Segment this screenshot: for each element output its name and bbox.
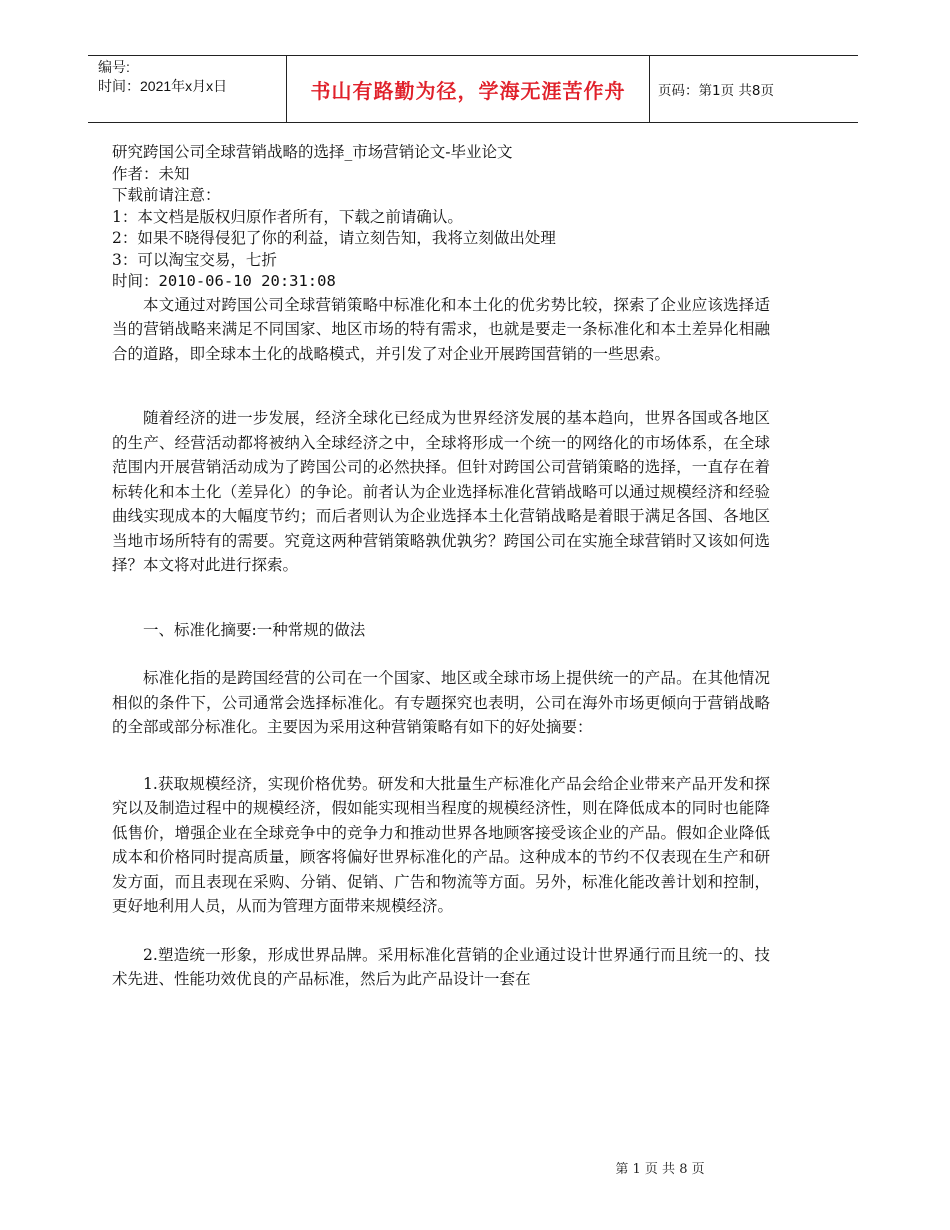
document-author: 作者：未知 (112, 164, 190, 183)
header-page-info-cell (658, 56, 774, 122)
document-time: 时间：2010-06-10 20:31:08 (112, 272, 336, 290)
abstract-paragraph: 本文通过对跨国公司全球营销策略中标准化和本土化的优劣势比较，探索了企业应该选择适当的营销战略来满足不同国家、地区市场的特有需求，也就是要走一条标准化和本土差异化相融合的道路，即全球本土化的战略模式，并引发了对企业开展跨国营销的一些思索。 (112, 295, 770, 363)
header-page-info: 页码：第1页 共8页 (658, 83, 774, 99)
section1-paragraph: 标准化指的是跨国经营的公司在一个国家、地区或全球市场上提供统一的产品。在其他情况相似的条件下，公司通常会选择标准化。有专题探究也表明，公司在海外市场更倾向于营销战略的全部或部分标准化。主要因为采用这种营销策略有如下的好处摘要： (112, 669, 770, 736)
header-meta (98, 58, 278, 96)
header-motto: 书山有路勤为径，学海无涯苦作舟 (310, 78, 626, 103)
intro-paragraph: 随着经济的进一步发展，经济全球化已经成为世界经济发展的基本趋向，世界各国或各地区的生产、经营活动都将被纳入全球经济之中，全球将形成一个统一的网络化的市场体系，在全球范围内开展营销活动成为了跨国公司的必然抉择。但针对跨国公司营销策略的选择，一直存在着标转化和本土化（差异化）的争论。前者认为企业选择标准化营销战略可以通过规模经济和经验曲线实现成本的大幅度节约；而后者则认为企业选择本土化营销战略是着眼于满足各国、各地区当地市场所特有的需要。究竟这两种营销策略孰优孰劣？跨国公司在实施全球营销时又该如何选择？本文将对此进行探索。 (112, 409, 770, 574)
header-motto-cell (286, 56, 650, 122)
document-body (112, 142, 770, 992)
footer-page-number: 第 1 页 共 8 页 (615, 1162, 705, 1177)
page-footer (0, 1158, 950, 1177)
header-time-label: 时间：2021年x月x日 (98, 78, 228, 94)
document-title: 研究跨国公司全球营销战略的选择_市场营销论文-毕业论文 (112, 143, 513, 161)
header-number-label: 编号: (98, 59, 130, 75)
point-2-paragraph: 2.塑造统一形象，形成世界品牌。采用标准化营销的企业通过设计世界通行而且统一的、技术先进、性能功效优良的产品标准，然后为此产品设计一套在 (112, 945, 770, 988)
notice-item-3: 3：可以淘宝交易，七折 (112, 250, 277, 269)
page-header (88, 55, 858, 123)
section1-heading: 一、标准化摘要:一种常规的做法 (143, 620, 366, 639)
download-notice: 下载前请注意： (112, 186, 221, 204)
notice-item-1: 1：本文档是版权归原作者所有，下载之前请确认。 (112, 207, 463, 226)
notice-item-2: 2：如果不晓得侵犯了你的利益，请立刻告知，我将立刻做出处理 (112, 229, 556, 247)
point-1-paragraph: 1.获取规模经济，实现价格优势。研发和大批量生产标准化产品会给企业带来产品开发和探究以及制造过程中的规模经济，假如能实现相当程度的规模经济性，则在降低成本的同时也能降低售价，增强企业在全球竞争中的竞争力和推动世界各地顾客接受该企业的产品。假如企业降低成本和价格同时提高质量，顾客将偏好世界标准化的产品。这种成本的节约不仅表现在生产和研发方面，而且表现在采购、分销、促销、广告和物流等方面。另外，标准化能改善计划和控制，更好地利用人员，从而为管理方面带来规模经济。 (112, 774, 770, 915)
